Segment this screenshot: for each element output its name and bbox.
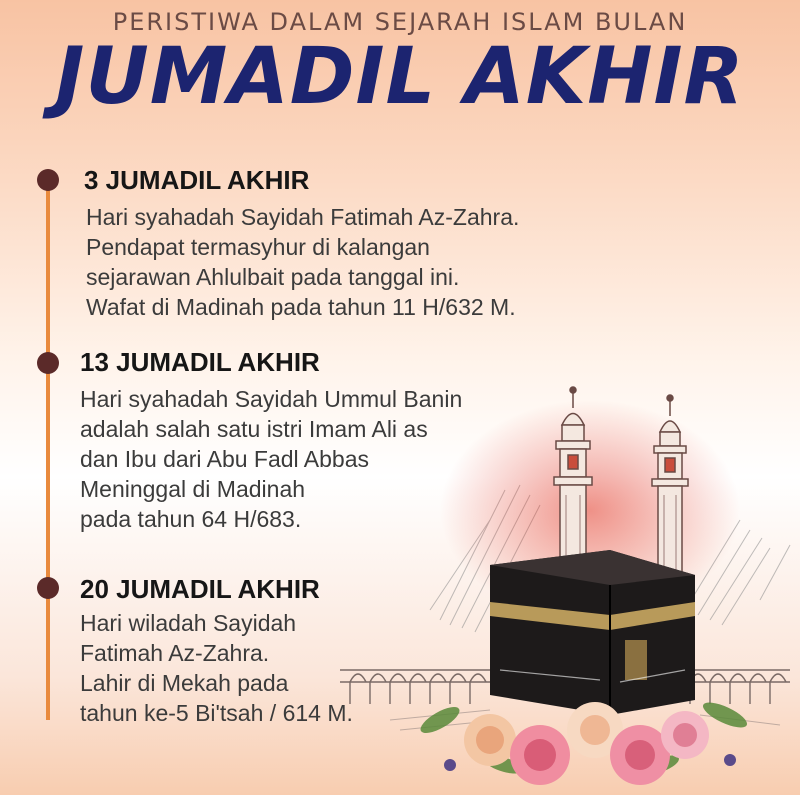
poster-title: JUMADIL AKHIR <box>55 32 745 122</box>
event-2-line-1: Hari syahadah Sayidah Ummul Banin <box>80 386 463 412</box>
timeline-dot-3 <box>37 577 59 599</box>
kaaba <box>490 550 695 715</box>
timeline-line <box>46 180 50 720</box>
event-2-line-4: Meninggal di Madinah <box>80 476 306 502</box>
event-2-line-2: adalah salah satu istri Imam Ali as <box>80 416 428 442</box>
event-3-line-1: Hari wiladah Sayidah <box>80 610 297 636</box>
event-1-line-3: sejarawan Ahlulbait pada tanggal ini. <box>86 264 460 290</box>
event-3-line-4: tahun ke-5 Bi'tsah / 614 M. <box>80 700 353 726</box>
event-2-date: 13 JUMADIL AKHIR <box>80 347 320 377</box>
flower-bouquet <box>417 698 750 785</box>
event-3-description <box>80 608 353 728</box>
event-2-line-3: dan Ibu dari Abu Fadl Abbas <box>80 446 369 472</box>
event-1-line-2: Pendapat termasyhur di kalangan <box>86 234 430 260</box>
timeline-dot-1 <box>37 169 59 191</box>
event-3-line-2: Fatimah Az-Zahra. <box>80 640 270 666</box>
event-1-line-1: Hari syahadah Sayidah Fatimah Az-Zahra. <box>86 204 520 230</box>
event-3-line-3: Lahir di Mekah pada <box>80 670 289 696</box>
kaaba-illustration <box>330 370 800 795</box>
event-3-date: 20 JUMADIL AKHIR <box>80 574 320 604</box>
event-1-line-4: Wafat di Madinah pada tahun 11 H/632 M. <box>86 294 516 320</box>
event-1-description <box>86 202 519 322</box>
poster-subtitle: PERISTIWA DALAM SEJARAH ISLAM BULAN <box>112 8 688 36</box>
event-2-line-5: pada tahun 64 H/683. <box>80 506 302 532</box>
event-1-date: 3 JUMADIL AKHIR <box>84 165 310 195</box>
timeline-dot-2 <box>37 352 59 374</box>
